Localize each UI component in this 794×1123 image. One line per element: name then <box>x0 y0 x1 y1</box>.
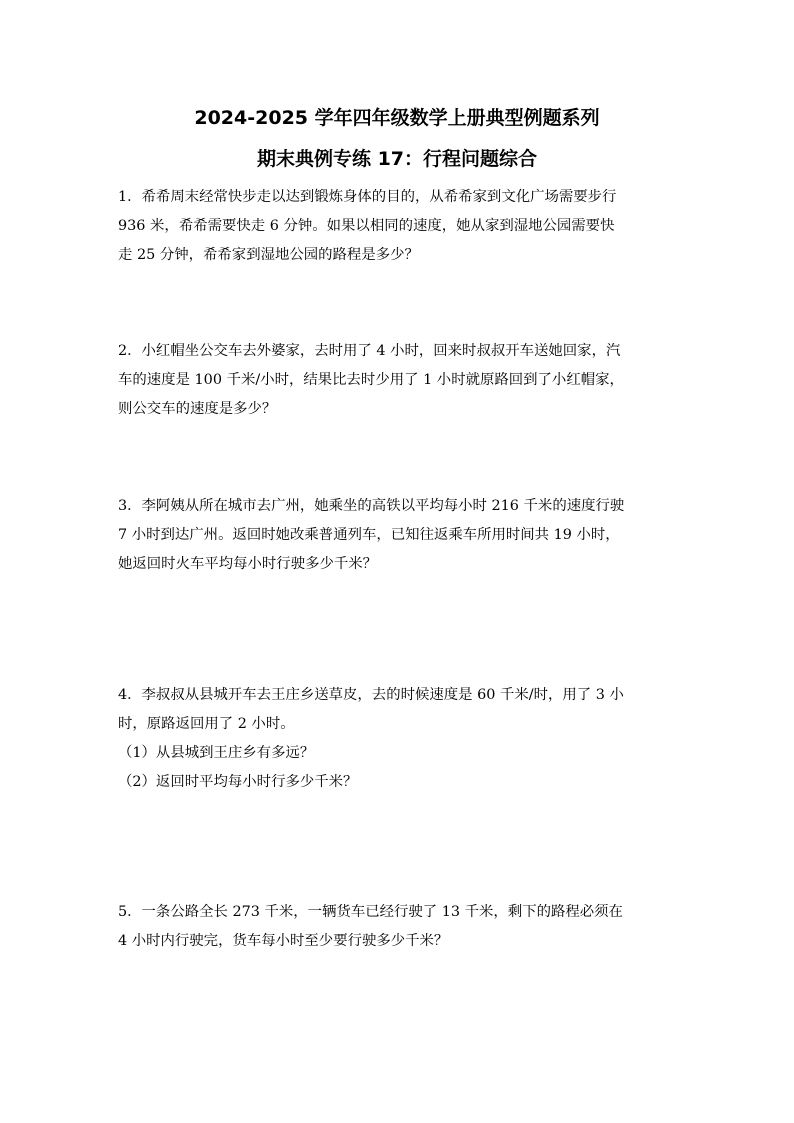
question-line: 7 小时到达广州。返回时她改乘普通列车，已知往返乘车所用时间共 19 小时， <box>118 527 620 543</box>
question-line: 2．小红帽坐公交车去外婆家，去时用了 4 小时，回来时叔叔开车送她回家，汽 <box>118 343 621 359</box>
question-line: 4．李叔叔从县城开车去王庄乡送草皮，去的时候速度是 60 千米/时，用了 3 小 <box>118 687 624 703</box>
question-line: 1．希希周末经常快步走以达到锻炼身体的目的，从希希家到文化广场需要步行 <box>118 189 617 205</box>
question-line: 车的速度是 100 千米/小时，结果比去时少用了 1 小时就原路回到了小红帽家， <box>118 372 624 388</box>
document-title: 2024-2025 学年四年级数学上册典型例题系列 <box>194 107 600 129</box>
question-line: 4 小时内行驶完，货车每小时至少要行驶多少千米？ <box>118 933 449 949</box>
question-5 <box>118 898 678 956</box>
question-line: 5．一条公路全长 273 千米，一辆货车已经行驶了 13 千米，剩下的路程必须在 <box>118 904 623 920</box>
question-2 <box>118 337 678 424</box>
sub-question-2: （2）返回时平均每小时行多少千米？ <box>118 774 358 790</box>
question-line: 走 25 分钟，希希家到湿地公园的路程是多少？ <box>118 247 419 263</box>
question-4 <box>118 681 678 797</box>
question-line: 她返回时火车平均每小时行驶多少千米？ <box>118 556 378 572</box>
question-line: 时，原路返回用了 2 小时。 <box>118 716 295 732</box>
question-line: 则公交车的速度是多少？ <box>118 401 277 417</box>
question-3 <box>118 492 678 579</box>
question-1 <box>118 183 678 270</box>
document-subtitle: 期末典例专练 17：行程问题综合 <box>256 148 538 170</box>
sub-question-1: （1）从县城到王庄乡有多远？ <box>118 745 315 761</box>
question-line: 3．李阿姨从所在城市去广州，她乘坐的高铁以平均每小时 216 千米的速度行驶 <box>118 498 625 514</box>
question-line: 936 米，希希需要快走 6 分钟。如果以相同的速度，她从家到湿地公园需要快 <box>118 218 615 234</box>
